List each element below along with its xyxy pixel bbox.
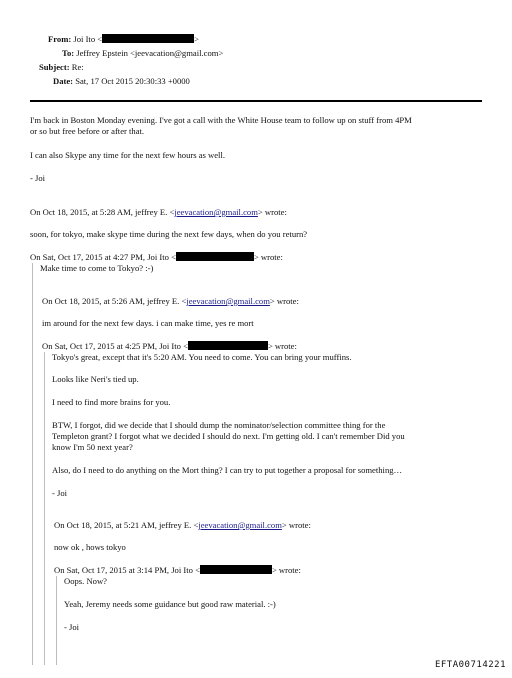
quote-text: Tokyo's great, except that it's 5:20 AM. You need to come. You can bring your muffins.: [52, 352, 352, 362]
subject-value: Re:: [71, 62, 84, 72]
quote-attribution: On Sat, Oct 17, 2015 at 4:25 PM, Joi Ito < > wrote:: [42, 341, 297, 351]
quote-bar: [44, 352, 45, 665]
date-line: [53, 76, 190, 86]
quote-text: Make time to come to Tokyo? :-): [40, 263, 154, 273]
body-line: I'm back in Boston Monday evening. I've got a call with the White House team to follow up on stuff from 4PM: [30, 115, 412, 125]
body-line: or so but free before or after that.: [30, 126, 145, 136]
date-label: Date:: [53, 76, 74, 86]
quote-text: im around for the next few days. i can make time, yes re mort: [42, 318, 254, 328]
signature: - Joi: [64, 622, 80, 632]
quote-text: I need to find more brains for you.: [52, 397, 171, 407]
to-line: [62, 48, 223, 58]
quote-attribution: On Oct 18, 2015, at 5:28 AM, jeffrey E. <jeevacation@gmail.com> wrote:: [30, 207, 287, 217]
date-value: Sat, 17 Oct 2015 20:30:33 +0000: [75, 76, 190, 86]
redaction-box: [176, 252, 254, 261]
to-label: To:: [62, 48, 75, 58]
from-line: From: Joi Ito < >: [48, 34, 199, 44]
signature: - Joi: [52, 488, 68, 498]
quote-attribution: On Sat, Oct 17, 2015 at 3:14 PM, Joi Ito < > wrote:: [54, 565, 301, 575]
quote-attribution: On Sat, Oct 17, 2015 at 4:27 PM, Joi Ito < > wrote:: [30, 252, 283, 262]
quote-text: Yeah, Jeremy needs some guidance but good raw material. :-): [64, 599, 276, 609]
to-value: Jeffrey Epstein <jeevacation@gmail.com>: [76, 48, 224, 58]
quote-text: Oops. Now?: [64, 576, 107, 586]
body-line: I can also Skype any time for the next few hours as well.: [30, 150, 225, 160]
email-link[interactable]: jeevacation@gmail.com: [198, 520, 282, 530]
subject-line: [39, 62, 84, 72]
quote-text: Looks like Neri's tied up.: [52, 374, 139, 384]
email-link[interactable]: jeevacation@gmail.com: [186, 296, 270, 306]
document-id: EFTA00714221: [434, 660, 506, 670]
redaction-box: [188, 341, 268, 350]
signature: - Joi: [30, 173, 46, 183]
quote-attribution: On Oct 18, 2015, at 5:21 AM, jeffrey E. <jeevacation@gmail.com> wrote:: [54, 520, 311, 530]
quote-attribution: On Oct 18, 2015, at 5:26 AM, jeffrey E. <jeevacation@gmail.com> wrote:: [42, 296, 299, 306]
quote-text: Templeton grant? I forgot what we decided I should do next. I'm getting old. I can't remember Did you: [52, 431, 405, 441]
quote-text: now ok , hows tokyo: [54, 542, 126, 552]
redaction-box: [102, 34, 194, 43]
from-label: From:: [48, 34, 72, 44]
quote-bar: [32, 263, 33, 665]
quote-bar: [56, 576, 57, 665]
quote-text: Also, do I need to do anything on the Mort thing? I can try to put together a proposal for something…: [52, 465, 403, 475]
quote-text: BTW, I forgot, did we decide that I should dump the nominator/selection committee thing for the: [52, 420, 386, 430]
subject-label: Subject:: [39, 62, 70, 72]
email-link[interactable]: jeevacation@gmail.com: [174, 207, 258, 217]
redaction-box: [200, 565, 272, 574]
header-divider: [30, 100, 482, 102]
quote-text: soon, for tokyo, make skype time during the next few days, when do you return?: [30, 229, 308, 239]
from-value: Joi Ito <: [73, 34, 103, 44]
quote-text: know I'm 50 next year?: [52, 442, 133, 452]
